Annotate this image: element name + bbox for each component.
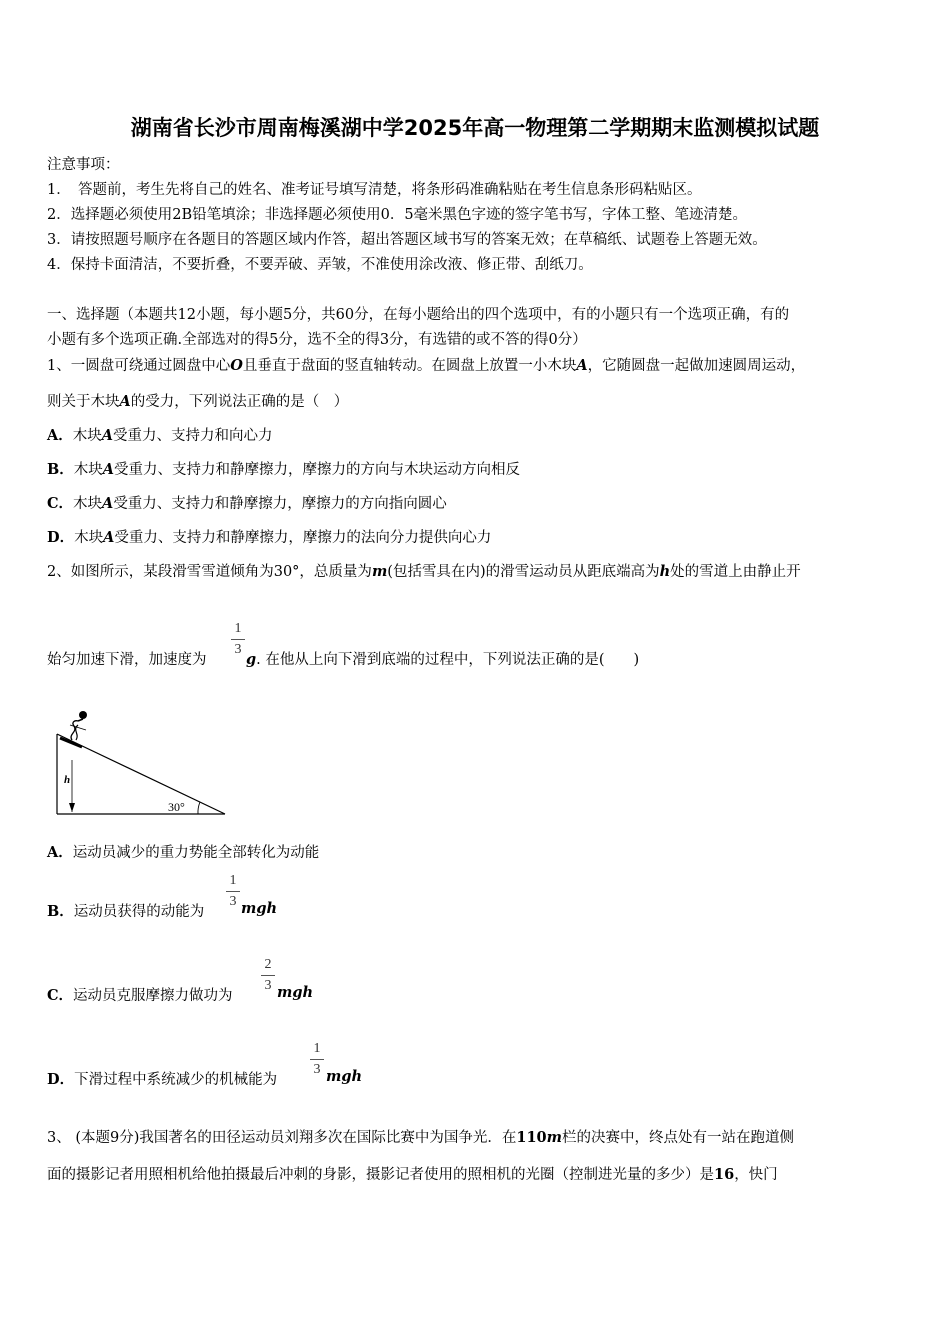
- q1-option-c: C．木块A受重力、支持力和静摩擦力，摩擦力的方向指向圆心: [47, 495, 447, 512]
- section-heading: 一、选择题（本题共12小题，每小题5分，共60分，在每小题给出的四个选项中，有的小题只有一个选项正确，有的: [47, 307, 790, 323]
- q1-stem-line2: 则关于木块A的受力，下列说法正确的是（ ）: [47, 393, 349, 410]
- angle-label: 30°: [168, 800, 185, 814]
- q1-option-a: A．木块A受重力、支持力和向心力: [47, 427, 273, 444]
- q2-option-d-text: D．下滑过程中系统减少的机械能为: [47, 1071, 278, 1088]
- q2-option-d-tail: mgh: [326, 1068, 363, 1085]
- angle-arc: [198, 802, 200, 814]
- q1-option-d: D．木块A受重力、支持力和静摩擦力，摩擦力的法向分力提供向心力: [47, 529, 492, 546]
- q3-stem-line1: 3、 (本题9分)我国著名的田径运动员刘翔多次在国际比赛中为国争光．在110m栏的决赛中，终点处有一站在跑道侧: [47, 1129, 794, 1146]
- q2-stem-line2a: 始匀加速下滑，加速度为: [47, 652, 207, 668]
- q2-stem-line2b: g. 在他从上向下滑到底端的过程中，下列说法正确的是( ): [246, 651, 640, 668]
- q1-option-b: B．木块A受重力、支持力和静摩擦力，摩擦力的方向与木块运动方向相反: [47, 461, 521, 478]
- height-arrow-head: [69, 803, 75, 812]
- notice-item: 3．请按照题号顺序在各题目的答题区域内作答，超出答题区域书写的答案无效；在草稿纸、试题卷上答题无效。: [47, 232, 767, 248]
- notice-item: 2．选择题必须使用2B铅笔填涂；非选择题必须使用0．5毫米黑色字迹的签字笔书写，字体工整、笔迹清楚。: [47, 207, 748, 223]
- page-title: 湖南省长沙市周南梅溪湖中学2025年高一物理第二学期期末监测模拟试题: [130, 116, 820, 140]
- fraction-one-third: 1 3: [231, 621, 245, 657]
- notice-heading: 注意事项：: [47, 157, 120, 173]
- ski-slope-figure: [50, 700, 235, 820]
- q2-option-c-text: C．运动员克服摩擦力做功为: [47, 987, 233, 1004]
- height-label: h: [64, 774, 71, 786]
- notice-item: 4．保持卡面清洁，不要折叠，不要弄破、弄皱，不准使用涂改液、修正带、刮纸刀。: [47, 257, 593, 273]
- q2-option-c-tail: mgh: [277, 984, 314, 1001]
- q2-stem-line1: 2、如图所示，某段滑雪雪道倾角为30°，总质量为m(包括雪具在内)的滑雪运动员从距底端高为h处的雪道上由静止开: [47, 563, 801, 580]
- q3-stem-line2: 面的摄影记者用照相机给他拍摄最后冲刺的身影，摄影记者使用的照相机的光圈（控制进光量的多少）是16，快门: [47, 1166, 778, 1183]
- q2-option-b-tail: mgh: [241, 900, 278, 917]
- notice-item: 1． 答题前，考生先将自己的姓名、准考证号填写清楚，将条形码准确粘贴在考生信息条形码粘贴区。: [47, 182, 702, 198]
- fraction-option-b: 1 3: [226, 873, 240, 909]
- q2-option-a: A．运动员减少的重力势能全部转化为动能: [47, 844, 320, 861]
- fraction-option-d: 1 3: [310, 1041, 324, 1077]
- section-heading-cont: 小题有多个选项正确.全部选对的得5分，选不全的得3分，有选错的或不答的得0分）: [47, 332, 587, 348]
- q2-option-b-text: B．运动员获得的动能为: [47, 903, 205, 920]
- q1-stem-line1: 1、一圆盘可绕通过圆盘中心O且垂直于盘面的竖直轴转动。在圆盘上放置一小木块A，它随圆盘一起做加速圆周运动，: [47, 357, 806, 374]
- fraction-option-c: 2 3: [261, 957, 275, 993]
